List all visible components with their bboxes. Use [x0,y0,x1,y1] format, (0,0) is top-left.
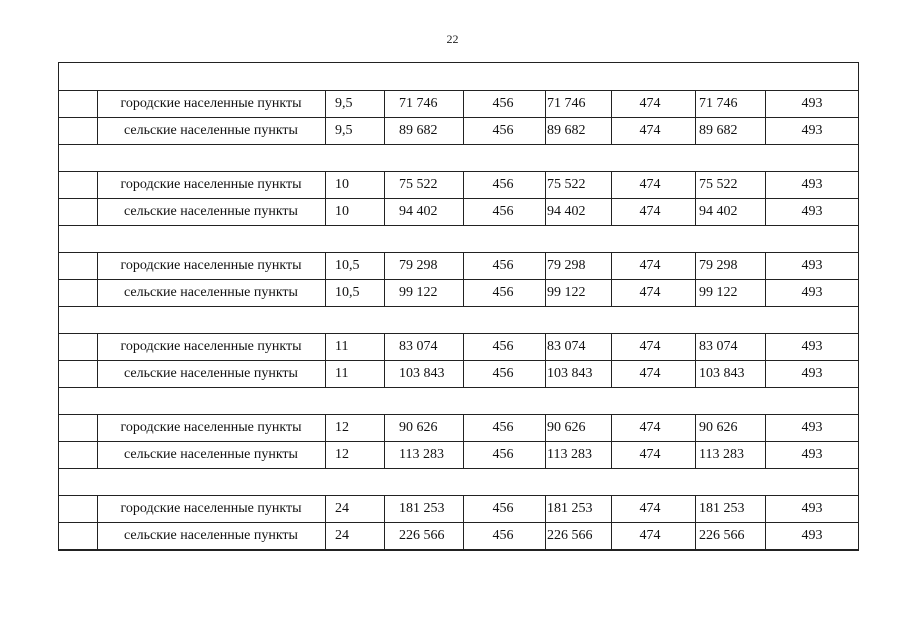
column-rule [463,198,464,225]
cell-a: 89 682 [399,123,438,138]
row-name: сельские населенные пункты [124,366,298,381]
row-value: 9,5 [335,96,353,111]
row-name: городские населенные пункты [120,501,302,516]
cell-a: 181 253 [399,501,445,516]
row-value: 10,5 [335,258,360,273]
column-rule [765,252,766,279]
column-rule [765,495,766,522]
column-rule [97,171,98,198]
column-rule [384,360,385,387]
column-rule [765,441,766,468]
column-rule [97,198,98,225]
cell-d: 474 [639,204,661,219]
column-rule [463,333,464,360]
cell-e: 89 682 [699,123,738,138]
column-rule [611,441,612,468]
column-rule [384,252,385,279]
cell-d: 474 [639,420,661,435]
cell-d: 474 [639,96,661,111]
row-value: 9,5 [335,123,353,138]
column-rule [97,279,98,306]
column-rule [325,495,326,522]
row-name: сельские населенные пункты [124,123,298,138]
column-rule [463,90,464,117]
column-rule [611,198,612,225]
row-name: сельские населенные пункты [124,285,298,300]
cell-a: 103 843 [399,366,445,381]
cell-c: 99 122 [547,285,586,300]
row-value: 10 [335,204,349,219]
row-value: 10,5 [335,285,360,300]
table-row [59,360,858,387]
cell-d: 474 [639,258,661,273]
cell-e: 226 566 [699,528,745,543]
column-rule [695,495,696,522]
column-rule [695,522,696,549]
cell-c: 113 283 [547,447,592,462]
column-rule [695,360,696,387]
table-row [59,441,858,468]
cell-a: 226 566 [399,528,445,543]
cell-f: 493 [801,528,823,543]
cell-c: 71 746 [547,96,586,111]
cell-b: 456 [492,366,514,381]
row-value: 10 [335,177,349,192]
column-rule [695,441,696,468]
column-rule [325,333,326,360]
column-rule [545,495,546,522]
row-value: 11 [335,366,349,381]
column-rule [384,198,385,225]
column-rule [325,171,326,198]
table-rule [59,306,858,307]
cell-e: 71 746 [699,96,738,111]
cell-f: 493 [801,96,823,111]
cell-f: 493 [801,366,823,381]
cell-e: 113 283 [699,447,744,462]
column-rule [97,414,98,441]
cell-d: 474 [639,366,661,381]
column-rule [695,279,696,306]
cell-b: 456 [492,501,514,516]
cell-c: 75 522 [547,177,586,192]
cell-c: 79 298 [547,258,586,273]
column-rule [325,198,326,225]
column-rule [384,414,385,441]
table-rule [59,468,858,469]
row-name: городские населенные пункты [120,96,302,111]
column-rule [384,117,385,144]
cell-e: 79 298 [699,258,738,273]
column-rule [384,279,385,306]
column-rule [545,198,546,225]
cell-c: 103 843 [547,366,593,381]
cell-b: 456 [492,339,514,354]
cell-b: 456 [492,528,514,543]
column-rule [545,441,546,468]
cell-e: 83 074 [699,339,738,354]
column-rule [765,522,766,549]
column-rule [463,441,464,468]
column-rule [611,252,612,279]
column-rule [97,441,98,468]
cell-e: 99 122 [699,285,738,300]
cell-d: 474 [639,447,661,462]
table-row [59,117,858,144]
cell-d: 474 [639,339,661,354]
column-rule [325,117,326,144]
cell-a: 71 746 [399,96,438,111]
cell-a: 94 402 [399,204,438,219]
column-rule [97,495,98,522]
column-rule [384,522,385,549]
cell-f: 493 [801,447,823,462]
column-rule [695,333,696,360]
cell-b: 456 [492,258,514,273]
cell-b: 456 [492,420,514,435]
column-rule [325,522,326,549]
column-rule [765,117,766,144]
column-rule [97,333,98,360]
table-rule [59,144,858,145]
column-rule [545,252,546,279]
row-name: городские населенные пункты [120,258,302,273]
column-rule [611,171,612,198]
column-rule [384,90,385,117]
column-rule [325,414,326,441]
row-value: 24 [335,501,349,516]
column-rule [765,333,766,360]
column-rule [325,279,326,306]
column-rule [695,252,696,279]
cell-b: 456 [492,285,514,300]
table-row [59,414,858,441]
column-rule [611,90,612,117]
row-name: сельские населенные пункты [124,204,298,219]
column-rule [611,360,612,387]
cell-e: 75 522 [699,177,738,192]
column-rule [463,522,464,549]
column-rule [545,90,546,117]
cell-a: 75 522 [399,177,438,192]
row-name: городские населенные пункты [120,339,302,354]
column-rule [765,198,766,225]
column-rule [463,117,464,144]
column-rule [611,414,612,441]
column-rule [545,360,546,387]
row-name: сельские населенные пункты [124,447,298,462]
cell-e: 103 843 [699,366,745,381]
column-rule [463,360,464,387]
column-rule [463,414,464,441]
column-rule [97,90,98,117]
column-rule [325,90,326,117]
cell-b: 456 [492,123,514,138]
column-rule [545,279,546,306]
column-rule [695,117,696,144]
column-rule [463,171,464,198]
table-row [59,495,858,522]
column-rule [695,414,696,441]
cell-c: 83 074 [547,339,586,354]
column-rule [545,414,546,441]
row-value: 12 [335,447,349,462]
cell-c: 89 682 [547,123,586,138]
column-rule [611,495,612,522]
cell-d: 474 [639,177,661,192]
column-rule [325,360,326,387]
row-value: 12 [335,420,349,435]
table-row [59,522,858,549]
column-rule [384,333,385,360]
cell-e: 181 253 [699,501,745,516]
table-row [59,279,858,306]
cell-d: 474 [639,501,661,516]
column-rule [611,522,612,549]
column-rule [463,252,464,279]
column-rule [384,441,385,468]
column-rule [765,90,766,117]
cell-a: 83 074 [399,339,438,354]
cell-b: 456 [492,447,514,462]
column-rule [97,522,98,549]
column-rule [325,441,326,468]
column-rule [765,279,766,306]
cell-a: 113 283 [399,447,444,462]
column-rule [97,360,98,387]
column-rule [325,252,326,279]
cell-e: 94 402 [699,204,738,219]
cell-c: 226 566 [547,528,593,543]
cell-f: 493 [801,177,823,192]
column-rule [611,279,612,306]
column-rule [545,522,546,549]
cell-a: 99 122 [399,285,438,300]
column-rule [611,333,612,360]
column-rule [765,414,766,441]
column-rule [463,495,464,522]
row-name: городские населенные пункты [120,420,302,435]
cell-b: 456 [492,177,514,192]
column-rule [97,252,98,279]
table-row [59,198,858,225]
row-name: сельские населенные пункты [124,528,298,543]
cell-f: 493 [801,258,823,273]
table-row [59,171,858,198]
cell-f: 493 [801,204,823,219]
table-row [59,90,858,117]
column-rule [384,495,385,522]
column-rule [765,360,766,387]
cell-f: 493 [801,285,823,300]
cell-c: 94 402 [547,204,586,219]
column-rule [97,117,98,144]
row-value: 24 [335,528,349,543]
column-rule [545,117,546,144]
cell-b: 456 [492,96,514,111]
row-name: городские населенные пункты [120,177,302,192]
column-rule [545,333,546,360]
column-rule [695,198,696,225]
cell-f: 493 [801,420,823,435]
cell-c: 181 253 [547,501,593,516]
column-rule [545,171,546,198]
page-number: 22 [446,32,459,46]
cell-a: 90 626 [399,420,438,435]
table-rule [59,225,858,226]
row-value: 11 [335,339,349,354]
column-rule [463,279,464,306]
cell-f: 493 [801,123,823,138]
table-rule [59,387,858,388]
column-rule [695,171,696,198]
cell-b: 456 [492,204,514,219]
column-rule [765,171,766,198]
cell-c: 90 626 [547,420,586,435]
column-rule [384,171,385,198]
cell-f: 493 [801,339,823,354]
cell-d: 474 [639,528,661,543]
cell-f: 493 [801,501,823,516]
cell-d: 474 [639,285,661,300]
tariff-table [58,62,859,551]
table-row [59,333,858,360]
cell-d: 474 [639,123,661,138]
cell-a: 79 298 [399,258,438,273]
column-rule [695,90,696,117]
cell-e: 90 626 [699,420,738,435]
table-row [59,252,858,279]
table-rule [59,549,858,550]
column-rule [611,117,612,144]
